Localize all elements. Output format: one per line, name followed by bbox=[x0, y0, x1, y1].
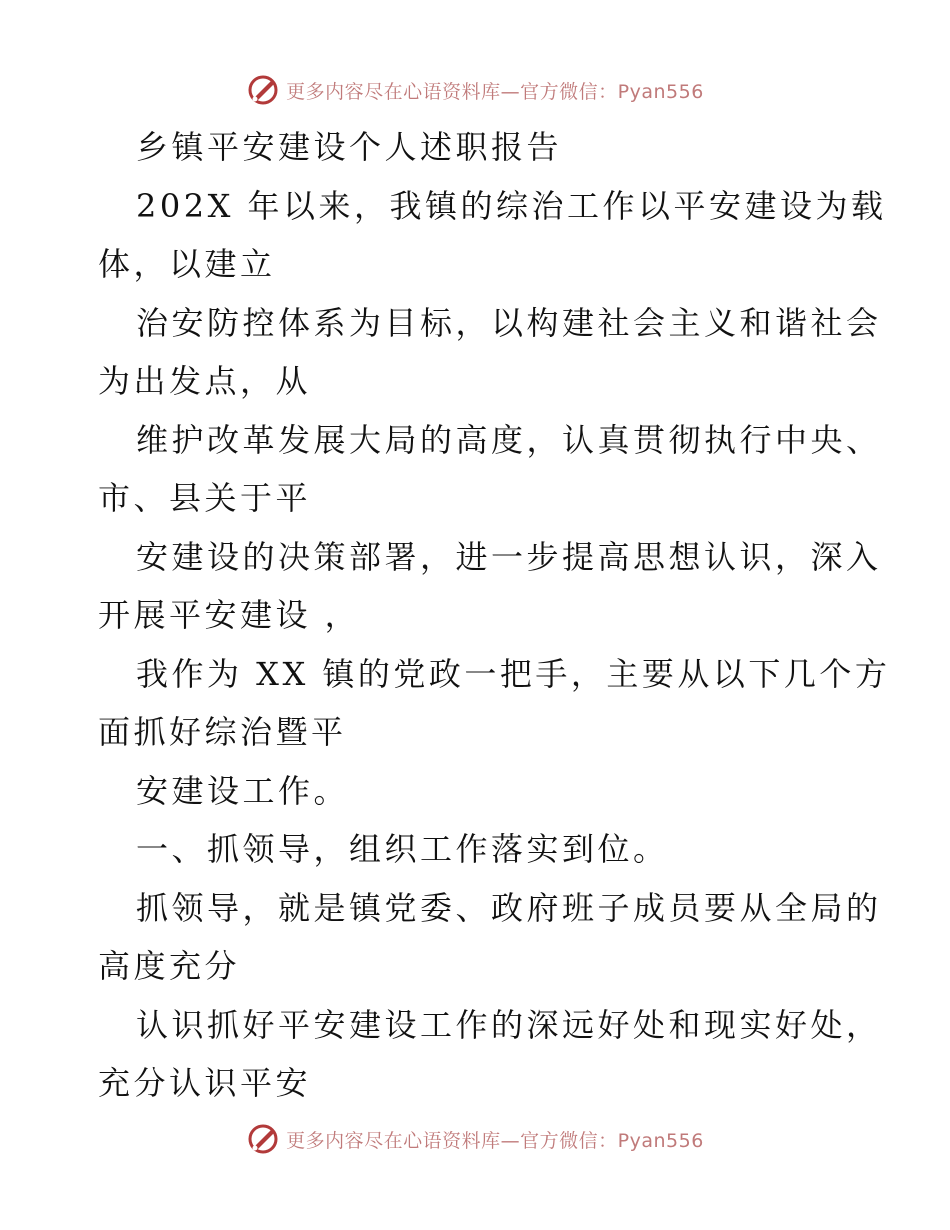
text-line: 202X 年以来，我镇的综治工作以平安建设为载 bbox=[136, 186, 887, 225]
text-line: 面抓好综治暨平 bbox=[98, 713, 347, 751]
text-line: 为出发点，从 bbox=[98, 362, 312, 400]
watermark-footer bbox=[0, 1121, 950, 1157]
document-body bbox=[98, 118, 891, 1113]
text-line: 我作为 XX 镇的党政一把手，主要从以下几个方 bbox=[136, 654, 891, 693]
text-line: 体，以建立 bbox=[98, 245, 276, 283]
text-line: 认识抓好平安建设工作的深远好处和现实好处， bbox=[136, 1005, 882, 1044]
watermark-header bbox=[0, 72, 950, 108]
pen-seal-logo-icon bbox=[246, 1122, 280, 1156]
text-line: 一、抓领导，组织工作落实到位。 bbox=[136, 830, 669, 868]
text-line: 高度充分 bbox=[98, 947, 241, 985]
watermark-text: 更多内容尽在心语资料库—官方微信：Pyan556 bbox=[286, 80, 704, 103]
text-line: 开展平安建设 ， bbox=[98, 596, 361, 634]
text-line: 维护改革发展大局的高度，认真贯彻执行中央、 bbox=[136, 420, 882, 459]
text-line: 治安防控体系为目标，以构建社会主义和谐社会 bbox=[136, 303, 882, 342]
text-line: 安建设的决策部署，进一步提高思想认识，深入 bbox=[136, 537, 882, 576]
text-line: 抓领导，就是镇党委、政府班子成员要从全局的 bbox=[136, 888, 882, 927]
pen-seal-logo-icon bbox=[246, 73, 280, 107]
text-line: 安建设工作。 bbox=[136, 771, 350, 810]
text-line: 乡镇平安建设个人述职报告 bbox=[136, 128, 563, 166]
text-line: 市、县关于平 bbox=[98, 479, 312, 517]
text-line: 充分认识平安 bbox=[98, 1064, 312, 1102]
watermark-text: 更多内容尽在心语资料库—官方微信：Pyan556 bbox=[286, 1129, 704, 1152]
